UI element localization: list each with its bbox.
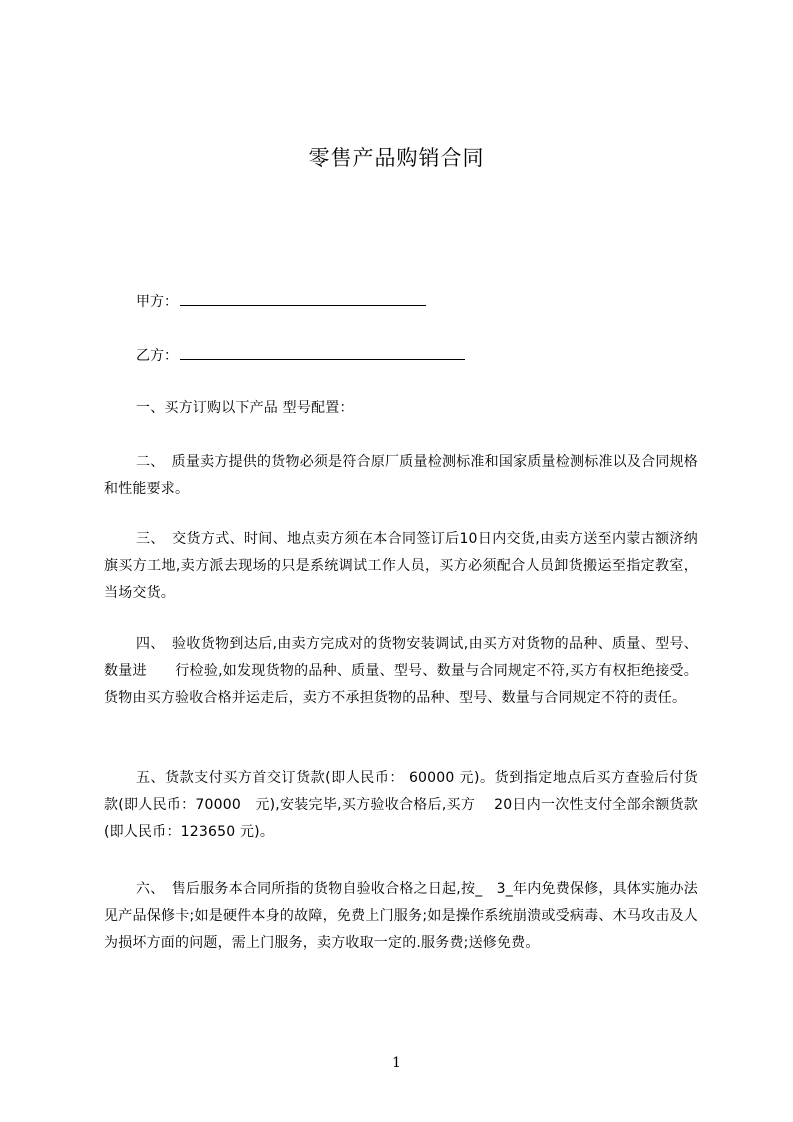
- page-title: 零售产品购销合同: [308, 146, 485, 170]
- clause-2-quality: 二、 质量卖方提供的货物必须是符合原厂质量检测标准和国家质量检测标准以及合同规格和性能要求。: [104, 454, 698, 497]
- clause-5-payment: 五、货款支付买方首交订货款(即人民币： 60000 元)。货到指定地点后买方查验后付货款(即人民币：70000 元),安装完毕,买方验收合格后,买方 20日内一次性支付全部余额货款(即人民币：123650 元)。: [104, 770, 698, 840]
- clause-1-products: 一、买方订购以下产品 型号配置：: [136, 400, 354, 416]
- party-a-label: 甲方：: [136, 294, 178, 310]
- clause-6-after-sales: 六、 售后服务本合同所指的货物自验收合格之日起,按_ 3_年内免费保修，具体实施办法见产品保修卡;如是硬件本身的故障，免费上门服务;如是操作系统崩溃或受病毒、木马攻击及人为损坏方面的问题，需上门服务，卖方收取一定的.服务费;送修免费。: [104, 881, 698, 951]
- party-b-blank-line: [180, 345, 465, 360]
- party-b-label: 乙方：: [136, 348, 178, 364]
- clause-4-inspection: 四、 验收货物到达后,由卖方完成对的货物安装调试,由买方对货物的品种、质量、型号、数量进 行检验,如发现货物的品种、质量、型号、数量与合同规定不符,买方有权拒绝接受。货物由买方验收合格并运走后，卖方不承担货物的品种、型号、数量与合同规定不符的责任。: [104, 636, 698, 706]
- party-a-field: [136, 291, 426, 312]
- clause-3-delivery: 三、 交货方式、时间、地点卖方须在本合同签订后10日内交货,由卖方送至内蒙古额济纳旗买方工地,卖方派去现场的只是系统调试工作人员，买方必须配合人员卸货搬运至指定教室，当场交货。: [104, 531, 698, 601]
- party-b-field: [136, 345, 465, 366]
- party-a-blank-line: [180, 291, 426, 306]
- page-number: 1: [392, 1055, 401, 1071]
